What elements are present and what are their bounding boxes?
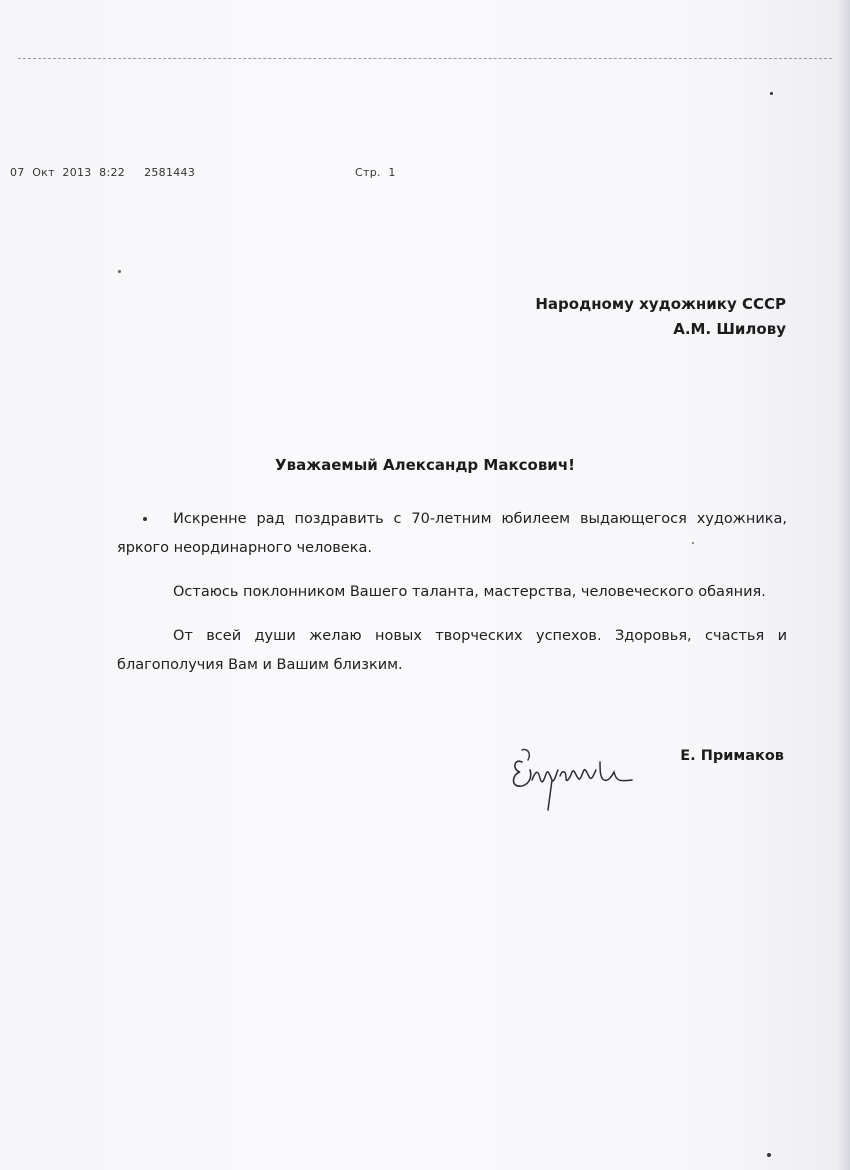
fax-page-number: Стр. 1 — [355, 166, 396, 179]
salutation: Уважаемый Александр Максович! — [275, 456, 575, 474]
scan-speck — [770, 92, 773, 95]
fax-tear-line — [18, 58, 832, 59]
addressee-block — [535, 292, 786, 342]
paragraph: Искренне рад поздравить с 70-летним юбилеем выдающегося художника, яркого неординарного человека. — [117, 511, 787, 556]
addressee-name: А.М. Шилову — [673, 320, 786, 338]
scan-speck — [143, 517, 147, 521]
addressee-title: Народному художнику СССР — [535, 295, 786, 313]
paragraph: От всей души желаю новых творческих успехов. Здоровья, счастья и благополучия Вам и Вашим близким. — [117, 628, 787, 673]
scan-speck — [118, 270, 121, 273]
letter-body — [117, 505, 787, 695]
signer-name: Е. Примаков — [680, 748, 784, 764]
fax-timestamp: 07 Окт 2013 8:22 2581443 — [10, 166, 196, 179]
paragraph: Остаюсь поклонником Вашего таланта, мастерства, человеческого обаяния. — [173, 584, 766, 600]
scan-edge-shadow — [836, 0, 850, 1170]
scan-speck — [692, 542, 694, 544]
scan-speck — [767, 1153, 771, 1157]
handwritten-signature-icon — [508, 740, 638, 820]
